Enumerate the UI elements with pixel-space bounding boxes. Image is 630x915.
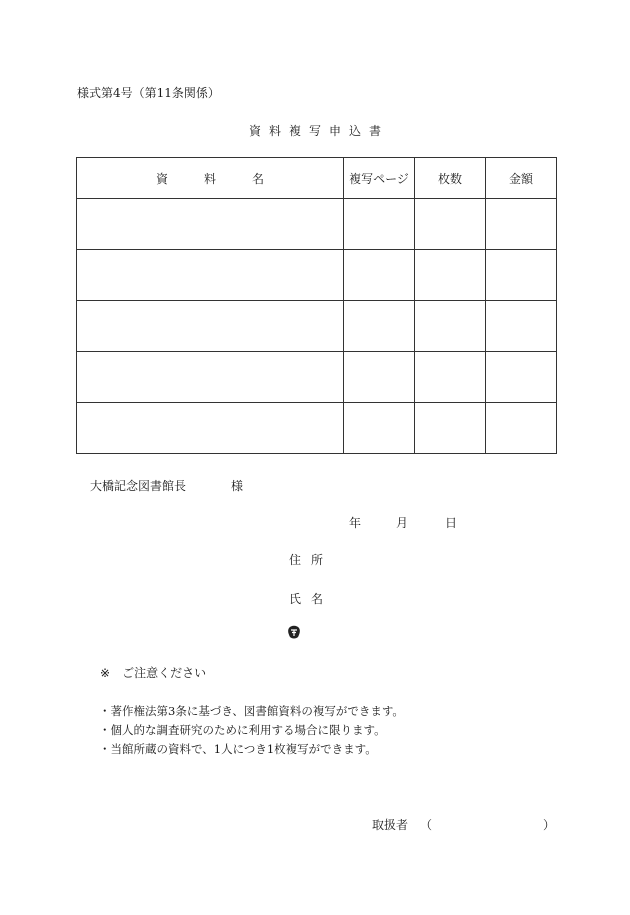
sheet-count-cell[interactable] [415,301,486,352]
sheet-count-cell[interactable] [415,403,486,454]
column-header-amount: 金額 [486,158,557,199]
notes-heading [100,664,206,681]
amount-cell[interactable] [486,352,557,403]
sheet-count-cell[interactable] [415,199,486,250]
page-title: 資料複写申込書 [248,124,389,138]
material-name-cell[interactable] [77,403,344,454]
address-label: 住所 [289,553,334,567]
handler-label: 取扱者 [372,818,409,832]
copy-pages-cell[interactable] [344,403,415,454]
sheet-count-cell[interactable] [415,250,486,301]
table-row [77,199,557,250]
table-row [77,352,557,403]
copy-pages-cell[interactable] [344,199,415,250]
notes-list [99,702,404,759]
date-day-label: 日 [445,516,458,530]
copy-pages-cell[interactable] [344,301,415,352]
date-month-label: 月 [396,516,409,530]
handler-paren-close: ） [543,818,556,832]
material-name-cell[interactable] [77,352,344,403]
table-row [77,403,557,454]
material-name-cell[interactable] [77,250,344,301]
date-year-label: 年 [349,516,362,530]
form-number: 様式第4号（第11条関係） [77,86,220,100]
material-name-cell[interactable] [77,199,344,250]
name-label: 氏名 [289,592,334,606]
amount-cell[interactable] [486,301,557,352]
list-item: ・当館所蔵の資料で、1人につき1枚複写ができます。 [99,742,377,756]
table-row [77,250,557,301]
handler-paren-open: （ [420,818,433,832]
amount-cell[interactable] [486,199,557,250]
table-row [77,301,557,352]
reference-mark: ※ [100,666,111,680]
addressee-name: 大橋記念図書館長 [90,479,187,493]
amount-cell[interactable] [486,403,557,454]
column-header-sheet-count: 枚数 [415,158,486,199]
copy-pages-cell[interactable] [344,352,415,403]
material-name-cell[interactable] [77,301,344,352]
sheet-count-cell[interactable] [415,352,486,403]
notes-heading-text: ご注意ください [122,666,207,680]
column-header-material-name: 資料名 [77,158,344,199]
table-header-row [77,158,557,199]
list-item: ・著作権法第3条に基づき、図書館資料の複写ができます。 [99,704,404,718]
seal-icon [286,624,302,640]
list-item: ・個人的な調査研究のために利用する場合に限ります。 [99,723,386,737]
column-header-copy-pages: 複写ページ [344,158,415,199]
request-table [76,157,557,454]
addressee-honorific: 様 [231,479,244,493]
copy-pages-cell[interactable] [344,250,415,301]
amount-cell[interactable] [486,250,557,301]
